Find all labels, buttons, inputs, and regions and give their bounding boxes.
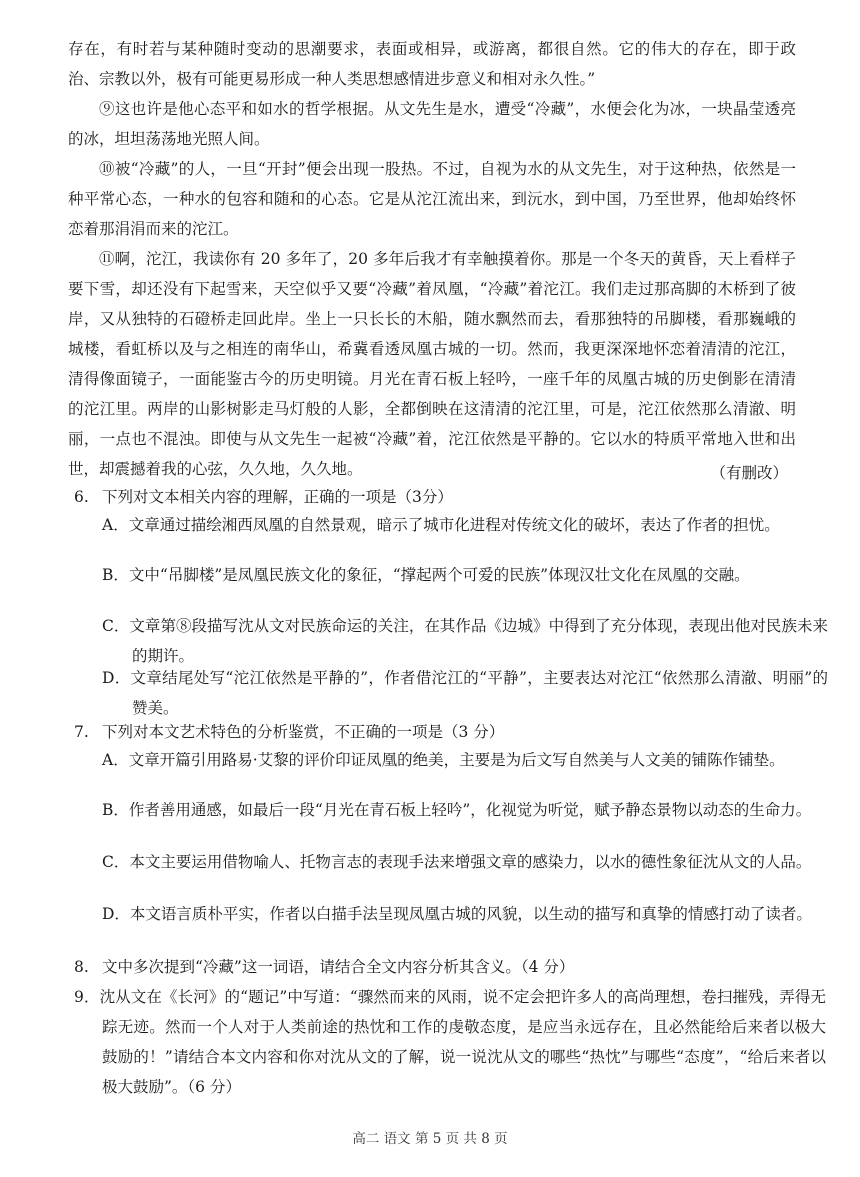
- question-6-option-c: C．文章第⑧段描写沈从文对民族命运的关注，在其作品《边城》中得到了充分体现，表现出他对民族未来的期许。: [102, 617, 828, 665]
- passage-paragraph-11: ⑪啊，沱江，我读你有 20 多年了，20 多年后我才有幸触摸着你。那是一个冬天的黄昏，天上看样子要下雪，却还没有下起雪来，天空似乎又要“冷藏”着凤凰，“冷藏”着沱江。我们走过那高脚的木桥到了彼岸，又从独特的石磴桥走回此岸。坐上一只长长的木船，随水飘然而去，看那独特的吊脚楼，看那巍峨的城楼，看虹桥以及与之相连的南华山，希冀看透凤凰古城的一切。然而，我更深深地怀恋着清清的沱江，清得像面镜子，一面能鉴古今的历史明镜。月光在青石板上轻吟，一座千年的凤凰古城的历史倒影在清清的沱江里。两岸的山影树影走马灯般的人影，全都倒映在这清清的沱江里，可是，沱江依然那么清澈、明丽，一点也不混浊。即使与从文先生一起被“冷藏”着，沱江依然是平静的。它以水的特质平常地入世和出世，却震撼着我的心弦，久久地，久久地。: [68, 250, 796, 478]
- page-footer: 高二 语文 第 5 页 共 8 页: [352, 1131, 508, 1147]
- question-6-option-a: A．文章通过描绘湘西凤凰的自然景观，暗示了城市化进程对传统文化的破坏，表达了作者的担忧。: [102, 516, 780, 534]
- question-6-number: 6.: [74, 488, 89, 506]
- passage-paragraph-continued: 存在，有时若与某种随时变动的思潮要求，表面或相异，或游离，都很自然。它的伟大的存在，即于政治、宗教以外，极有可能更易形成一种人类思想感情进步意义和相对永久性。”: [68, 40, 796, 88]
- question-6-text: 下列对文本相关内容的理解，正确的一项是（3分）: [102, 488, 453, 506]
- question-6-option-b: B．文中“吊脚楼”是凤凰民族文化的象征，“撑起两个可爱的民族”体现汉壮文化在凤凰的交融。: [102, 566, 750, 584]
- passage-paragraph-10: ⑩被“冷藏”的人，一旦“开封”便会出现一股热。不过，自视为水的从文先生，对于这种热，依然是一种平常心态，一种水的包容和随和的心态。它是从沱江流出来，到沅水，到中国，乃至世界，他却始终怀恋着那涓涓而来的沱江。: [68, 160, 796, 238]
- question-8-number: 8.: [74, 958, 89, 976]
- question-7-option-c: C．本文主要运用借物喻人、托物言志的表现手法来增强文章的感染力，以水的德性象征沈从文的人品。: [102, 853, 812, 871]
- question-9: 9．沈从文在《长河》的“题记”中写道：“骤然而来的风雨，说不定会把许多人的高尚理想，卷扫摧残，弄得无踪无迹。然而一个人对于人类前途的热忱和工作的虔敬态度，是应当永远存在，且必然能给后来者以极大鼓励的！”请结合本文内容和你对沈从文的了解，说一说沈从文的哪些“热忱”与哪些“态度”，“给后来者以极大鼓励”。（6 分）: [74, 988, 826, 1096]
- passage-paragraph-9: ⑨这也许是他心态平和如水的哲学根据。从文先生是水，遭受“冷藏”，水便会化为冰，一块晶莹透亮的冰，坦坦荡荡地光照人间。: [68, 100, 796, 148]
- question-6-stem: [74, 482, 798, 512]
- question-8-stem: [74, 952, 798, 982]
- question-7-stem: [74, 717, 798, 747]
- question-7-option-a: A．文章开篇引用路易·艾黎的评价印证凤凰的绝美，主要是为后文写自然美与人文美的铺陈作铺垫。: [102, 751, 785, 769]
- source-credit: （有删改）: [710, 464, 788, 482]
- question-7-option-b: B．作者善用通感，如最后一段“月光在青石板上轻吟”，化视觉为听觉，赋予静态景物以动态的生命力。: [102, 801, 812, 819]
- question-8-text: 文中多次提到“冷藏”这一词语，请结合全文内容分析其含义。（4 分）: [102, 958, 575, 976]
- question-7-option-d: D．本文语言质朴平实，作者以白描手法呈现凤凰古城的风貌，以生动的描写和真挚的情感打动了读者。: [102, 905, 812, 923]
- question-7-number: 7.: [74, 723, 89, 741]
- question-7-text: 下列对本文艺术特色的分析鉴赏，不正确的一项是（3 分）: [102, 723, 505, 741]
- question-6-option-d: D．文章结尾处写“沱江依然是平静的”，作者借沱江的“平静”，主要表达对沱江“依然那么清澈、明丽”的赞美。: [102, 669, 828, 717]
